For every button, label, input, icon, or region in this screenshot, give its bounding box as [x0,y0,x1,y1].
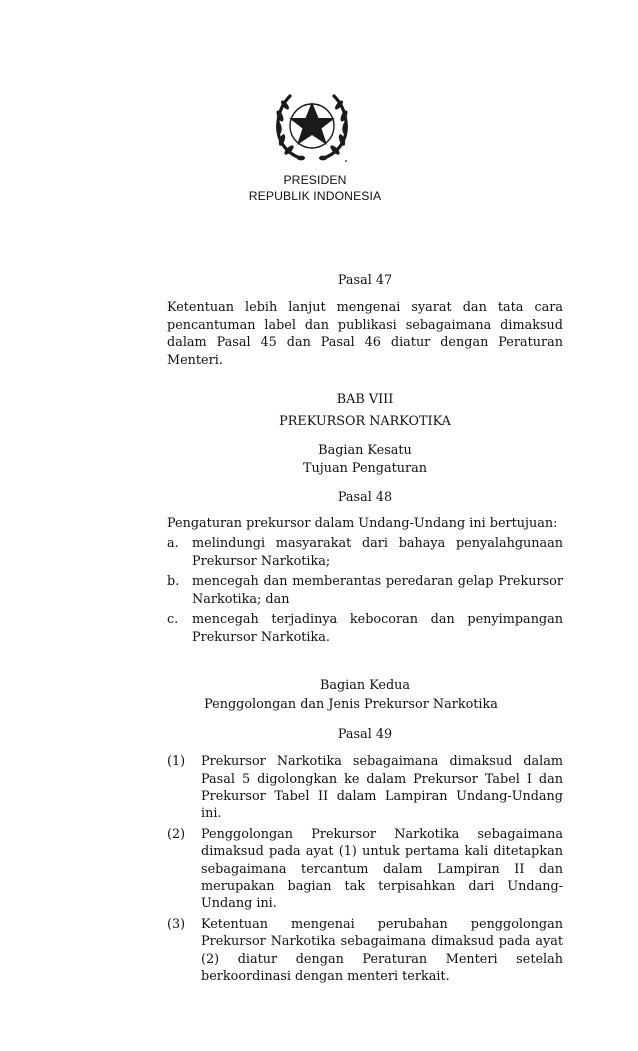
list-item [167,611,563,646]
list-marker: (1) [167,754,186,770]
pasal-49-list [167,753,563,985]
section-1-subtitle: Tujuan Pengaturan [303,461,427,477]
pasal-47-title: Pasal 47 [337,273,393,288]
office-title: PRESIDEN [283,173,347,187]
pasal-48-title: Pasal 48 [337,489,393,505]
garuda-star-emblem-icon [270,86,354,164]
list-item [167,535,563,570]
list-item-text: mencegah terjadinya kebocoran dan penyimpangan Prekursor Narkotika. [192,612,563,645]
list-item [167,753,563,823]
pasal-47-text: Ketentuan lebih lanjut mengenai syarat dan tata cara pencantuman label dan publikasi sebagaimana dimaksud dalam Pasal 45 dan Pasal 46 diatur dengan Peraturan Menteri. [167,300,563,368]
list-item-text: Prekursor Narkotika sebagaimana dimaksud dalam Pasal 5 digolongkan ke dalam Prekursor Tabel I dan Prekursor Tabel II dalam Lampiran Undang-Undang ini. [201,754,563,822]
pasal-49-title: Pasal 49 [337,726,393,742]
list-marker: a. [167,536,179,552]
pasal-48-list [167,535,563,645]
list-marker: (3) [167,916,186,932]
list-marker: (2) [167,826,186,842]
section-1-title: Bagian Kesatu [318,442,412,458]
document-body [167,272,563,988]
list-item-text: Ketentuan mengenai perubahan penggolongan Prekursor Narkotika sebagaimana dimaksud pada ayat (2) diatur dengan Peraturan Menteri setelah berkoordinasi dengan menteri terkait. [201,916,563,984]
list-item [167,573,563,608]
pasal-48-intro: Pengaturan prekursor dalam Undang-Undang ini bertujuan: [167,516,558,532]
list-item [167,826,563,913]
section-2-subtitle: Penggolongan dan Jenis Prekursor Narkotika [204,697,498,713]
list-marker: b. [167,574,180,590]
country-title: REPUBLIK INDONESIA [248,189,382,203]
chapter-title: BAB VIII [336,392,394,408]
chapter-subtitle: PREKURSOR NARKOTIKA [279,414,451,430]
section-2-title: Bagian Kedua [319,677,411,693]
list-marker: c. [167,612,179,628]
list-item-text: mencegah dan memberantas peredaran gelap Prekursor Narkotika; dan [192,574,563,607]
list-item [167,916,563,986]
list-item-text: melindungi masyarakat dari bahaya penyalahgunaan Prekursor Narkotika; [192,536,563,569]
list-item-text: Penggolongan Prekursor Narkotika sebagaimana dimaksud pada ayat (1) untuk pertama kali ditetapkan sebagaimana tercantum dalam Lampiran II dan merupakan bagian tak terpisahkan dari Undang-Undang ini. [201,826,563,912]
